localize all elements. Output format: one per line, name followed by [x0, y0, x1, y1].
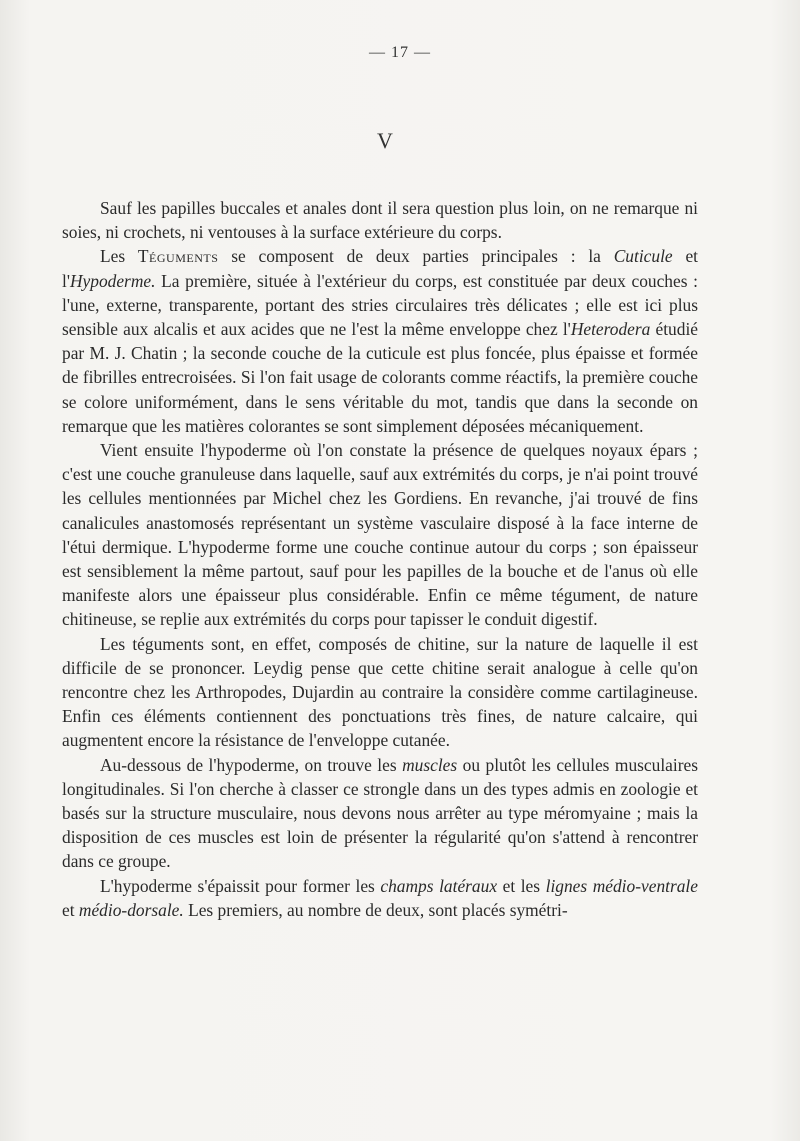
italic-term: lignes médio-ventrale — [545, 875, 698, 896]
italic-term: champs latéraux — [380, 875, 498, 896]
paragraph — [62, 244, 698, 438]
italic-term: muscles — [402, 754, 458, 775]
text-run: étudié par M. J. Chatin ; la seconde couche de la cuticule est plus foncée, plus épaisse et formée de fibrilles entrecroisées. Si l'on fait usage de colorants comme réactifs, la première couche se colore uniformément, dans le sens véritable du mot, tandis que dans la seconde on remarque que les matières colorantes se sont simplement déposées mécaniquement. — [62, 319, 698, 436]
text-run: et les — [497, 875, 546, 896]
section-heading: V — [377, 128, 393, 153]
italic-term: médio-dorsale. — [78, 899, 184, 920]
page-number: — 17 — — [369, 44, 431, 61]
paragraph — [62, 632, 698, 753]
paragraph — [62, 753, 698, 874]
italic-term: Heterodera — [570, 319, 651, 340]
text-run: et — [62, 899, 79, 920]
text-run: Vient ensuite l'hypoderme où l'on constate la présence de quelques noyaux épars ; c'est une couche granuleuse dans laquelle, sauf aux extrémités du corps, je n'ai point trouvé les cellules mentionnées par Michel chez les Gordiens. En revanche, j'ai trouvé de fins canalicules anastomosés représentant un système vasculaire disposé à la face interne de l'étui dermique. L'hypoderme forme une couche continue autour du corps ; son épaisseur est sensiblement la même partout, sauf pour les papilles de la bouche et de l'anus où elle manifeste alors une épaisseur plus considérable. Enfin ce même tégument, de nature chitineuse, se replie aux extrémités du corps pour tapisser le conduit digestif. — [62, 440, 698, 630]
body-text — [62, 196, 698, 922]
italic-term: Cuticule — [613, 246, 673, 267]
paragraph — [62, 874, 698, 922]
text-run: Les premiers, au nombre de deux, sont placés symétri- — [183, 899, 568, 920]
text-run: Au-dessous de l'hypoderme, on trouve les — [100, 754, 403, 775]
italic-term: Hypoderme. — [69, 270, 156, 291]
text-run: et l' — [62, 246, 698, 291]
text-run: Les téguments sont, en effet, composés de chitine, sur la nature de laquelle il est difficile de se prononcer. Leydig pense que cette chitine serait analogue à celle qu'on rencontre chez les Arthropodes, Dujardin au contraire la considère comme cartilagineuse. Enfin ces éléments contiennent des ponctuations très fines, de nature calcaire, qui augmentent encore la résistance de l'enveloppe cutanée. — [62, 633, 698, 751]
paragraph — [62, 196, 698, 244]
text-run: ou plutôt les cellules musculaires longitudinales. Si l'on cherche à classer ce strongle dans un des types admis en zoologie et basés sur la structure musculaire, nous devons nous arrêter au type méromyaine ; mais la disposition de ces muscles est loin de présenter la régularité qu'on s'attend à rencontrer dans ce groupe. — [62, 754, 698, 872]
text-run: Les — [100, 246, 138, 267]
paragraph — [62, 438, 698, 632]
text-run: L'hypoderme s'épaissit pour former les — [100, 875, 381, 896]
text-run: La première, située à l'extérieur du corps, est constituée par deux couches : l'une, externe, transparente, portant des stries circulaires très délicates ; elle est ici plus sensible aux alcalis et aux acides que ne l'est la même enveloppe chez l' — [62, 270, 698, 340]
small-caps-term: Téguments — [137, 246, 219, 267]
text-run: Sauf les papilles buccales et anales dont il sera question plus loin, on ne remarque ni soies, ni crochets, ni ventouses à la surface extérieure du corps. — [62, 198, 698, 243]
text-run: se composent de deux parties principales : la — [218, 246, 614, 267]
